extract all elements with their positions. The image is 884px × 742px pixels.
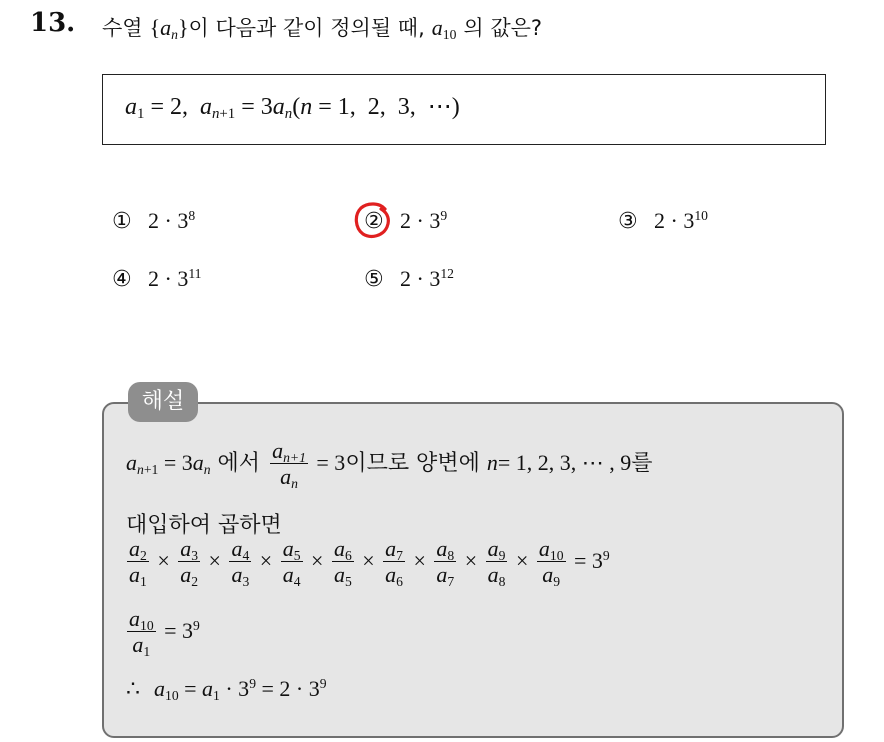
product-fraction: $\frac{a_7}{a_6}$ [385, 536, 403, 590]
times-sign: × [510, 547, 534, 573]
final-exp-1: 9 [249, 675, 256, 691]
final-base: 3 [308, 676, 320, 701]
choice-number: ⑤ [364, 267, 384, 292]
product-fraction: $\frac{a_9}{a_8}$ [487, 536, 506, 590]
choice-number: ② [364, 209, 384, 234]
times-sign: × [305, 547, 329, 573]
solution-text-b: 이므로 양변에 [345, 450, 480, 476]
a10-over-a1-fraction: $\frac{a_{10}}{a_1}$ [129, 606, 154, 660]
choice-exponent: 8 [188, 207, 196, 223]
times-sign: × [254, 547, 278, 573]
choice-base: 2 · 3 [654, 208, 695, 233]
times-sign: × [151, 547, 176, 573]
final-exp-2: 9 [319, 675, 327, 691]
choice-number: ④ [112, 267, 132, 292]
choice-number: ③ [618, 209, 638, 234]
final-equation: ∴ $a_{10} = a_1 \cdot 3^9 = 2 \cdot 3^9$ [126, 675, 327, 704]
product-result-exp: 9 [602, 547, 610, 563]
times-sign: × [203, 547, 227, 573]
ellipsis: ⋯ [427, 94, 452, 120]
choice-base: 2 · 3 [148, 266, 189, 291]
solution-line-1: $a_{n+1} = 3a_n$ 에서 $\frac{a_{n+1}}{a_n}$ = 3이므로 양변에 n= 1, 2, 3, ⋯ , 9를 [126, 438, 653, 492]
solution-line-2: 대입하여 곱하면 [126, 513, 282, 538]
choice-5[interactable] [364, 266, 454, 292]
product-fraction: $\frac{a_8}{a_7}$ [436, 536, 455, 590]
product-fraction: $\frac{a_5}{a_4}$ [282, 536, 301, 590]
n-value-2: 2 [367, 94, 380, 120]
ratio-fraction: $\frac{a_{n+1}}{a_n}$ [272, 438, 306, 492]
product-fraction: $\frac{a_4}{a_3}$ [231, 536, 250, 590]
product-fraction: $\frac{a_6}{a_5}$ [333, 536, 352, 590]
choice-exponent: 12 [440, 265, 454, 281]
question-stem: 수열 $\{a_n\}$이 다음과 같이 정의될 때, $a_{10}$ 의 값은? [102, 15, 543, 43]
solution-text-c: 를 [631, 450, 653, 476]
stem-text-c: 의 값은? [463, 16, 543, 40]
multiplier: 3 [260, 94, 273, 120]
stem-text-a: 수열 [102, 16, 143, 40]
choice-number: ① [112, 209, 132, 234]
choice-exponent: 10 [694, 207, 708, 223]
times-sign: × [356, 547, 381, 573]
n-range: = 1, 2, 3, ⋯ , 9 [497, 449, 632, 475]
ratio-result-base: 3 [182, 617, 194, 643]
solution-tab: 해설 [128, 382, 198, 422]
answer-circle-mark [352, 200, 392, 240]
choice-4[interactable] [112, 266, 201, 292]
choice-base: 2 · 3 [400, 208, 441, 233]
solution-text-a: 에서 [217, 450, 261, 476]
n-value-3: 3 [397, 94, 410, 120]
choice-1[interactable] [112, 208, 195, 234]
choice-exponent: 9 [440, 207, 448, 223]
product-fraction: $\frac{a_3}{a_2}$ [180, 536, 199, 590]
definition-box [102, 74, 826, 145]
ratio-equation: $\frac{a_{10}}{a_1}$ = $3^9$ [129, 606, 200, 660]
product-fraction: $\frac{a_2}{a_1}$ [129, 536, 147, 590]
ratio-result-exp: 9 [193, 617, 200, 633]
times-sign: × [459, 547, 483, 573]
question-number: 13. [30, 8, 76, 38]
stem-text-b: 이 다음과 같이 정의될 때, [188, 16, 425, 40]
product-result-base: 3 [591, 547, 603, 573]
choice-exponent: 11 [188, 265, 202, 281]
therefore-symbol: ∴ [126, 676, 140, 701]
n-value-1: 1 [337, 94, 350, 120]
recurrence-formula: $a_1 = 2$, $a_{n+1} = 3a_n(n = 1$, 2, 3, ⋯) [125, 94, 460, 123]
product-equation: $\frac{a_2}{a_1}$ × $\frac{a_3}{a_2}$ × $\frac{a_4}{a_3}$ × $\frac{a_5}{a_4}$ × $\frac{a_6}{a_5}$ × $\frac{a_7}{a_6}$ × $\frac{a_8}{a_7}$ × $\frac{a_9}{a_8}$ × $\frac{a_{10}}{a_9}$ = $3^9$ [124, 536, 610, 588]
times-sign: × [407, 547, 432, 573]
a1-value: 2 [169, 94, 182, 120]
product-fraction: $\frac{a_{10}}{a_9}$ [538, 536, 564, 590]
choice-base: 2 · 3 [400, 266, 441, 291]
choice-base: 2 · 3 [148, 208, 189, 233]
final-coef: 2 [279, 676, 291, 701]
choice-3[interactable] [618, 208, 708, 234]
